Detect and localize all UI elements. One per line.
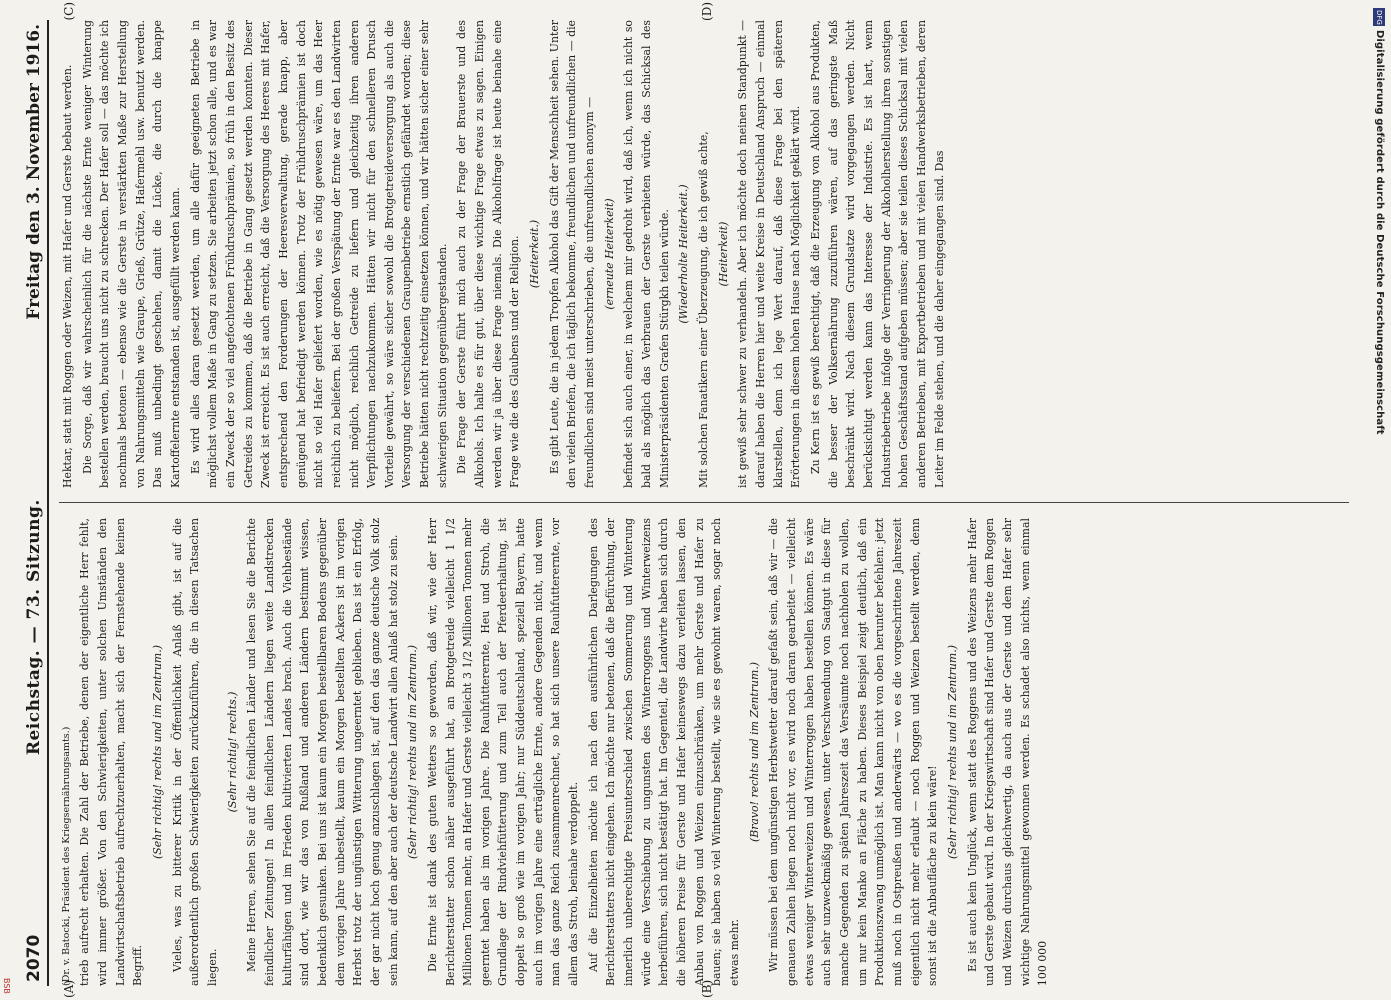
paragraph: Es wird alles daran gesetzt werden, um alle dafür geeigneten Betriebe in möglichst vollem Maße in Gang zu setzen. Sie arbeiten jetzt schon alle, und es war ein Zweck der so viel angefochtenen Frühdruschprämien, so früh in den Besitz des Getreides zu kommen, daß die Betriebe in Gang gesetzt werden konnten. Dieser Zweck ist erreicht. Es ist auch erreicht, daß die Versorgung des Heeres mit Hafer, entsprechend den Forderungen der Heeresverwaltung, gerade knapp, aber genügend hat befriedigt werden können. Trotz der Frühdruschprämien ist doch nicht so viel Hafer geliefert worden, wie es nötig gewesen wäre, um das Heer reichlich zu beliefern. Bei der großen Verspätung der Ernte war es den Landwirten nicht möglich, reichlich Getreide zu liefern und gleichzeitig ihren anderen Verpflichtungen nachzukommen. Hätten wir nicht für den schnelleren Drusch Vorteile gewährt, so wäre sicher sowohl die Brotgetreideversorgung als auch die Versorgung der verschiedenen Graupenbetriebe ernstlich gefährdet worden; diese Betriebe hätten nicht rechtzeitig einsetzen können, und wir hätten sicher einer sehr schwierigen Situation gegenübergestanden. [188, 20, 449, 488]
interjection: (Sehr richtig! rechts und im Zentrum.) [406, 645, 420, 859]
paragraph: Auf die Einzelheiten möchte ich nach den ausführlichen Darlegungen des Berichterstatters nicht eingehen. Ich möchte nur betonen, daß die Befürchtung, der innerlich unberechtigte Preisunterschied zwischen Sommerung und Winterung würde eine Verschiebung zu ungunsten des Winterroggens und Winterweizens herbeiführen, sich nicht bestätigt hat. Im Gegenteil, die Landwirte haben sich durch die höheren Preise für Gerste und Hafer keineswegs dazu verleiten lassen, den Anbau von Roggen und Weizen einzuschränken, um mehr Gerste und Hafer zu bauen; sie haben so viel Winterung bestellt, wie sie es gewohnt waren, sogar noch etwas mehr. [586, 518, 741, 986]
left-column [59, 518, 1349, 986]
paragraph: Mit solchen Fanatikern einer Überzeugung, die ich gewiß achte, [696, 131, 710, 488]
paragraph: Die Ernte ist dank des guten Wetters so geworden, daß wir, wie der Herr Berichterstatter schon näher ausgeführt hat, an Brotgetreide vielleicht 1 1/2 Millionen Tonnen mehr, an Hafer und Gerste vielleicht 3 1/2 Millionen Tonnen mehr geerntet haben als im vorigen Jahre. Die Rauhfutterernte, Heu und Stroh, die Grundlage der Rindviehfütterung und zum Teil auch der Pferdeerhaltung, ist doppelt so groß wie im vorigen Jahr; nur Süddeutschland, speziell Bayern, hatte auch im vorigen Jahre eine erträgliche Ernte, andere Gegenden nicht, und wenn man das ganze Reich zusammenrechnet, so hat sich unsere Rauhfutterernte, vor allem das Stroh, beinahe verdoppelt. [425, 518, 581, 986]
interjection: (Bravo! rechts und im Zentrum.) [747, 661, 761, 843]
digitization-credit: Digitalisierung gefördert durch die Deutsche Forschungsgemeinschaft [1374, 30, 1385, 435]
interjection: (Sehr richtig! rechts.) [225, 691, 239, 813]
paragraph: Zu Kern ist es gewiß berechtigt, daß die Erzeugung von Alkohol aus Produkten, die besser der Volksernährung zuzuführen wären, auf das geringste Maß beschränkt wird. Nach diesem Grundsatze wird vorgegangen werden. Nicht berücksichtigt werden kann das Interesse der Industrie. Es ist hart, wenn Industriebetriebe infolge der Verringerung der Alkoholherstellung ihren sonstigen hohen Geschäftsstand aufgeben müssen; aber sie teilen dieses Schicksal mit vielen anderen Betrieben, mit Exportbetrieben und mit vielen Handwerksbetrieben, deren Leiter im Felde stehen, und die daher eingegangen sind. Das [808, 20, 946, 488]
page-number: 2070 [24, 934, 44, 982]
document-page [10, 0, 1360, 1000]
margin-marker-c: (C) [62, 2, 76, 21]
paragraph: Vieles, was zu bitterer Kritik in der Öffentlichkeit Anlaß gibt, ist auf die außerordentlich großen Schwierigkeiten zurückzuführen, die in diesen Tatsachen liegen. [170, 518, 219, 986]
paragraph: Es ist auch kein Unglück, wenn statt des Roggens und des Weizens mehr Hafer und Gerste gebaut wird. In der Kriegswirtschaft sind Hafer und Gerste dem Roggen und Weizen durchaus gleichwertig, da auch aus der Gerste und dem Hafer sehr wichtige Nahrungsmittel gewonnen werden. Es schadet also nichts, wenn einmal 100 000 [965, 518, 1050, 986]
interjection: (Sehr richtig! rechts und im Zentrum.) [945, 645, 959, 859]
paragraph: Die Sorge, daß wir wahrscheinlich für die nächste Ernte weniger Winterung bestellen werden, braucht uns nicht zu schrecken. Der Hafer soll — das möchte ich nochmals betonen — ebenso wie die Gerste in verstärkten Maße zur Herstellung von Nahrungsmitteln wie Graupe, Grieß, Grütze, Hafermehl usw. benutzt werden. Das muß unbedingt geschehen, damit die Lücke, die durch die knappe Kartoffelernte entstanden ist, ausgefüllt werden kann. [80, 20, 182, 488]
interjection: (Heiterkeit.) [528, 219, 542, 289]
paragraph: Die Frage der Gerste führt mich auch zu der Frage der Brauerste und des Alkohols. Ich halte es für gut, über diese wichtige Frage etwas zu sagen. Einigen werden wir ja über diese Frage niemals. Die Alkoholfrage ist heute beinahe eine Frage wie die des Glaubens und der Religion. [455, 20, 522, 488]
right-column [59, 20, 1349, 488]
bsb-mark: BSB [2, 978, 11, 994]
rotated-page-wrapper [10, 0, 1360, 1000]
paragraph: Hektar, statt mit Roggen oder Weizen, mit Hafer und Gerste bebaut werden. [61, 64, 74, 488]
interjection: (erneute Heiterkeit) [602, 198, 616, 310]
paragraph: befindet sich auch einer, in welchem mir gedroht wird, daß ich, wenn ich nicht so bald als möglich das Verbrauen der Gerste verbieten würde, das Schicksal des Ministerpräsidenten Grafen Stürgkh teilen würde. [622, 20, 671, 488]
dfg-logo: DFG [1375, 9, 1383, 25]
margin-marker-a: (A) [62, 979, 76, 998]
interjection: (Heiterkeit) [716, 221, 730, 287]
paragraph: (Dr. v. Batocki, Präsident des Kriegsernährungsamts.) [61, 726, 72, 986]
page-header [10, 20, 49, 986]
interjection: (Wiederholte Heiterkeit.) [677, 184, 691, 324]
session-date: Freitag den 3. November 1916. [24, 24, 44, 320]
paragraph: trieb aufrecht erhalten. Die Zahl der Betriebe, denen der eigentliche Herr fehlt, wird immer größer. Von den Schwierigkeiten, unter solchen Umständen den Landwirtschaftsbetrieb aufrechtzuerhalten, macht sich der Fernstehende keinen Begriff. [78, 518, 145, 986]
session-title: Reichstag. — 73. Sitzung. [24, 499, 44, 756]
column-divider [59, 503, 1349, 504]
interjection: (Sehr richtig! rechts und im Zentrum.) [151, 645, 164, 859]
paragraph: Wir müssen bei dem ungünstigen Herbstwetter darauf gefaßt sein, daß wir — die genauen Zahlen liegen noch nicht vor, es wird noch daran gearbeitet — vielleicht etwas weniger Winterweizen und Winterroggen haben bestellen können. Es wäre auch sehr unzweckmäßig gewesen, unter Verschwendung von Saatgut in diese für manche Gegenden zu späten Jahreszeit das Versäumte noch nachholen zu wollen, um nur kein Manko an Fläche zu haben. Dieses Beispiel zeigt deutlich, daß ein Produktionszwang unmöglich ist. Man kann nicht von oben herunter befehlen: jetzt muß noch in Ostpreußen und anderwärts — wo es die vorgeschrittene Jahreszeit eigentlich nicht mehr erlaubt — noch Roggen und Weizen bestellt werden, denn sonst ist die Anbaufläche zu klein wäre! [767, 518, 940, 986]
text-columns [59, 20, 1349, 986]
paragraph: Meine Herren, sehen Sie auf die feindlichen Länder und lesen Sie die Berichte feindlicher Zeitungen! In allen feindlichen Ländern liegen weite Landstrecken kulturfähigen und im Frieden kultivierten Landes brach. Auch die Viehbestände sind dort, wie wir das von Rußland und anderen Ländern bestimmt wissen, bedenklich gesunken. Bei uns ist kaum ein Morgen bestellbaren Bodens gegenüber dem vorigen Jahre unbestellt, kaum ein Morgen bestellten Ackers ist im vorigen Herbst trotz der ungünstigen Witterung ungeerntet geblieben. Das ist ein Erfolg, der gar nicht hoch genug anzuschlagen ist, auf den das ganze deutsche Volk stolz sein kann, auf den aber auch der deutsche Landwirt allen Anlaß hat stolz zu sein. [245, 518, 400, 986]
paragraph: ist gewiß sehr schwer zu verhandeln. Aber ich möchte doch meinen Standpunkt — darauf haben die Herren hier und weite Kreise in Deutschland Anspruch — einmal klarstellen, denn ich lege Wert darauf, daß diese Frage bei den späteren Erörterungen in diesem hohen Hause nach Möglichkeit geklärt wird. [736, 20, 803, 488]
paragraph: Es gibt Leute, die in jedem Tropfen Alkohol das Gift der Menschheit sehen. Unter den vielen Briefen, die ich täglich bekomme, freundlichen und unfreundlichen — die freundlichen sind meist unterschrieben, die unfreundlichen anonym — [547, 20, 597, 488]
margin-marker-d: (D) [700, 2, 714, 21]
margin-marker-b: (B) [700, 979, 714, 998]
